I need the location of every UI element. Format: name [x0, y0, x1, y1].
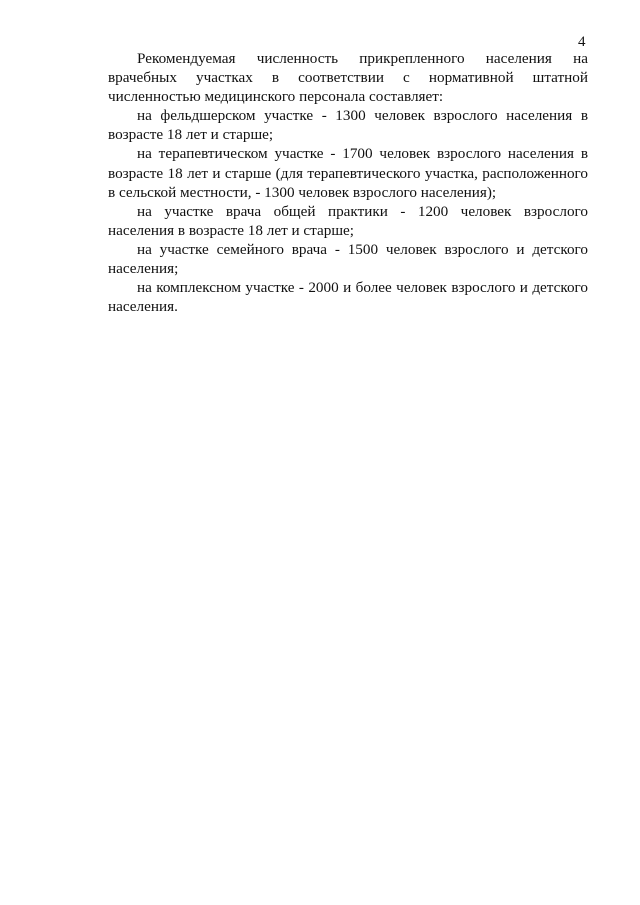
paragraph-family-doctor-area: на участке семейного врача - 1500 человек взрослого и детского населения;	[108, 240, 588, 278]
paragraph-therapeutic-area: на терапевтическом участке - 1700 человек взрослого населения в возрасте 18 лет и старше (для терапевтического участка, расположенного в сельской местности, - 1300 человек взрослого населения);	[108, 145, 588, 201]
intro-paragraph: Рекомендуемая численность прикрепленного населения на врачебных участках в соответствии с нормативной штатной численностью медицинского персонала составляет:	[108, 50, 588, 106]
page-number: 4	[578, 34, 586, 50]
paragraph-general-practice-area: на участке врача общей практики - 1200 человек взрослого населения в возрасте 18 лет и старше;	[108, 202, 588, 239]
paragraph-feldsher-area: на фельдшерском участке - 1300 человек взрослого населения в возрасте 18 лет и старше;	[108, 107, 588, 144]
document-body	[108, 49, 588, 316]
paragraph-complex-area: на комплексном участке - 2000 и более человек взрослого и детского населения.	[108, 279, 588, 316]
